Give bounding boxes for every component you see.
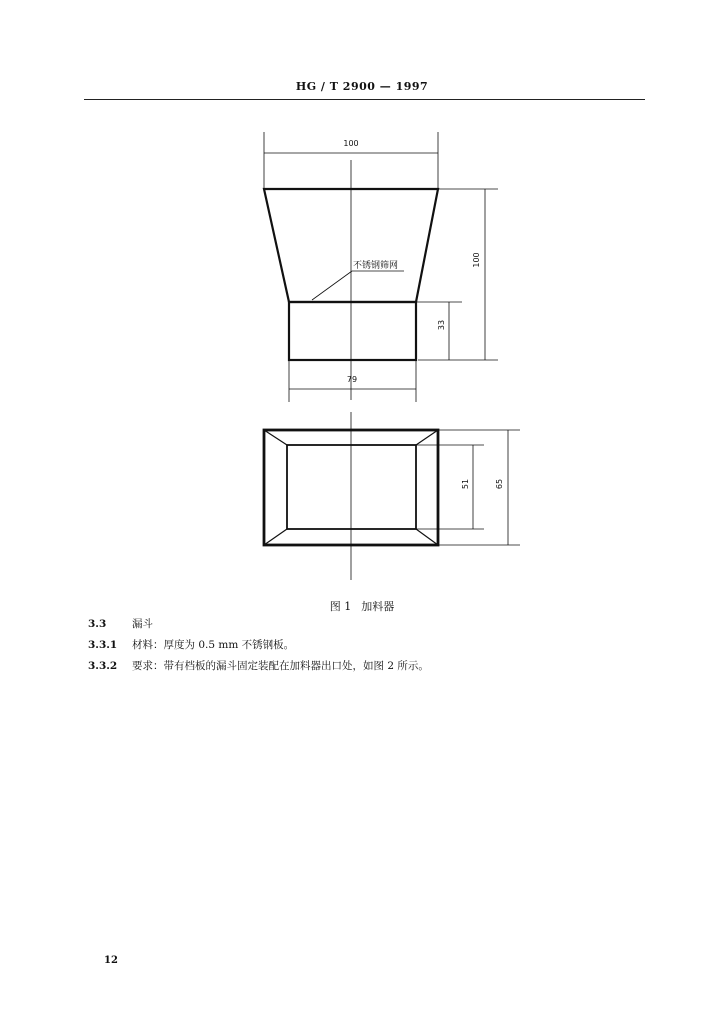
dim-height [418, 189, 498, 360]
section-3-3-2 [88, 658, 429, 673]
dim-outlet-height-label: 33 [437, 319, 446, 331]
section-number: 3.3.2 [88, 660, 118, 672]
caption-number: 图 1 [329, 600, 352, 613]
section-3-3 [88, 616, 153, 631]
caption-title: 加料器 [361, 600, 395, 613]
section-text: 材料：厚度为 0.5 mm 不锈钢板。 [132, 639, 295, 651]
dim-inner-label: 51 [461, 478, 470, 490]
section-3-3-1 [88, 637, 294, 652]
mesh-label: 不锈钢筛网 [353, 261, 399, 271]
dim-inner [416, 445, 484, 529]
document-header: HG / T 2900 — 1997 [295, 80, 429, 93]
section-number: 3.3 [88, 618, 107, 630]
funnel-top-view [264, 412, 438, 580]
dim-outer-label: 65 [495, 478, 504, 490]
dim-outlet-width-label: 79 [346, 375, 358, 384]
funnel-side-view [264, 160, 438, 400]
section-text: 漏斗 [132, 618, 153, 630]
dim-outer [438, 430, 520, 545]
mesh-leader [312, 271, 404, 300]
section-number: 3.3.1 [88, 639, 118, 651]
dim-height-label: 100 [472, 252, 481, 268]
section-text: 要求：带有档板的漏斗固定装配在加料器出口处，如图 2 所示。 [132, 660, 429, 672]
page-number: 12 [104, 955, 118, 966]
figure-caption [0, 598, 724, 614]
dim-top-width-label: 100 [343, 139, 359, 148]
